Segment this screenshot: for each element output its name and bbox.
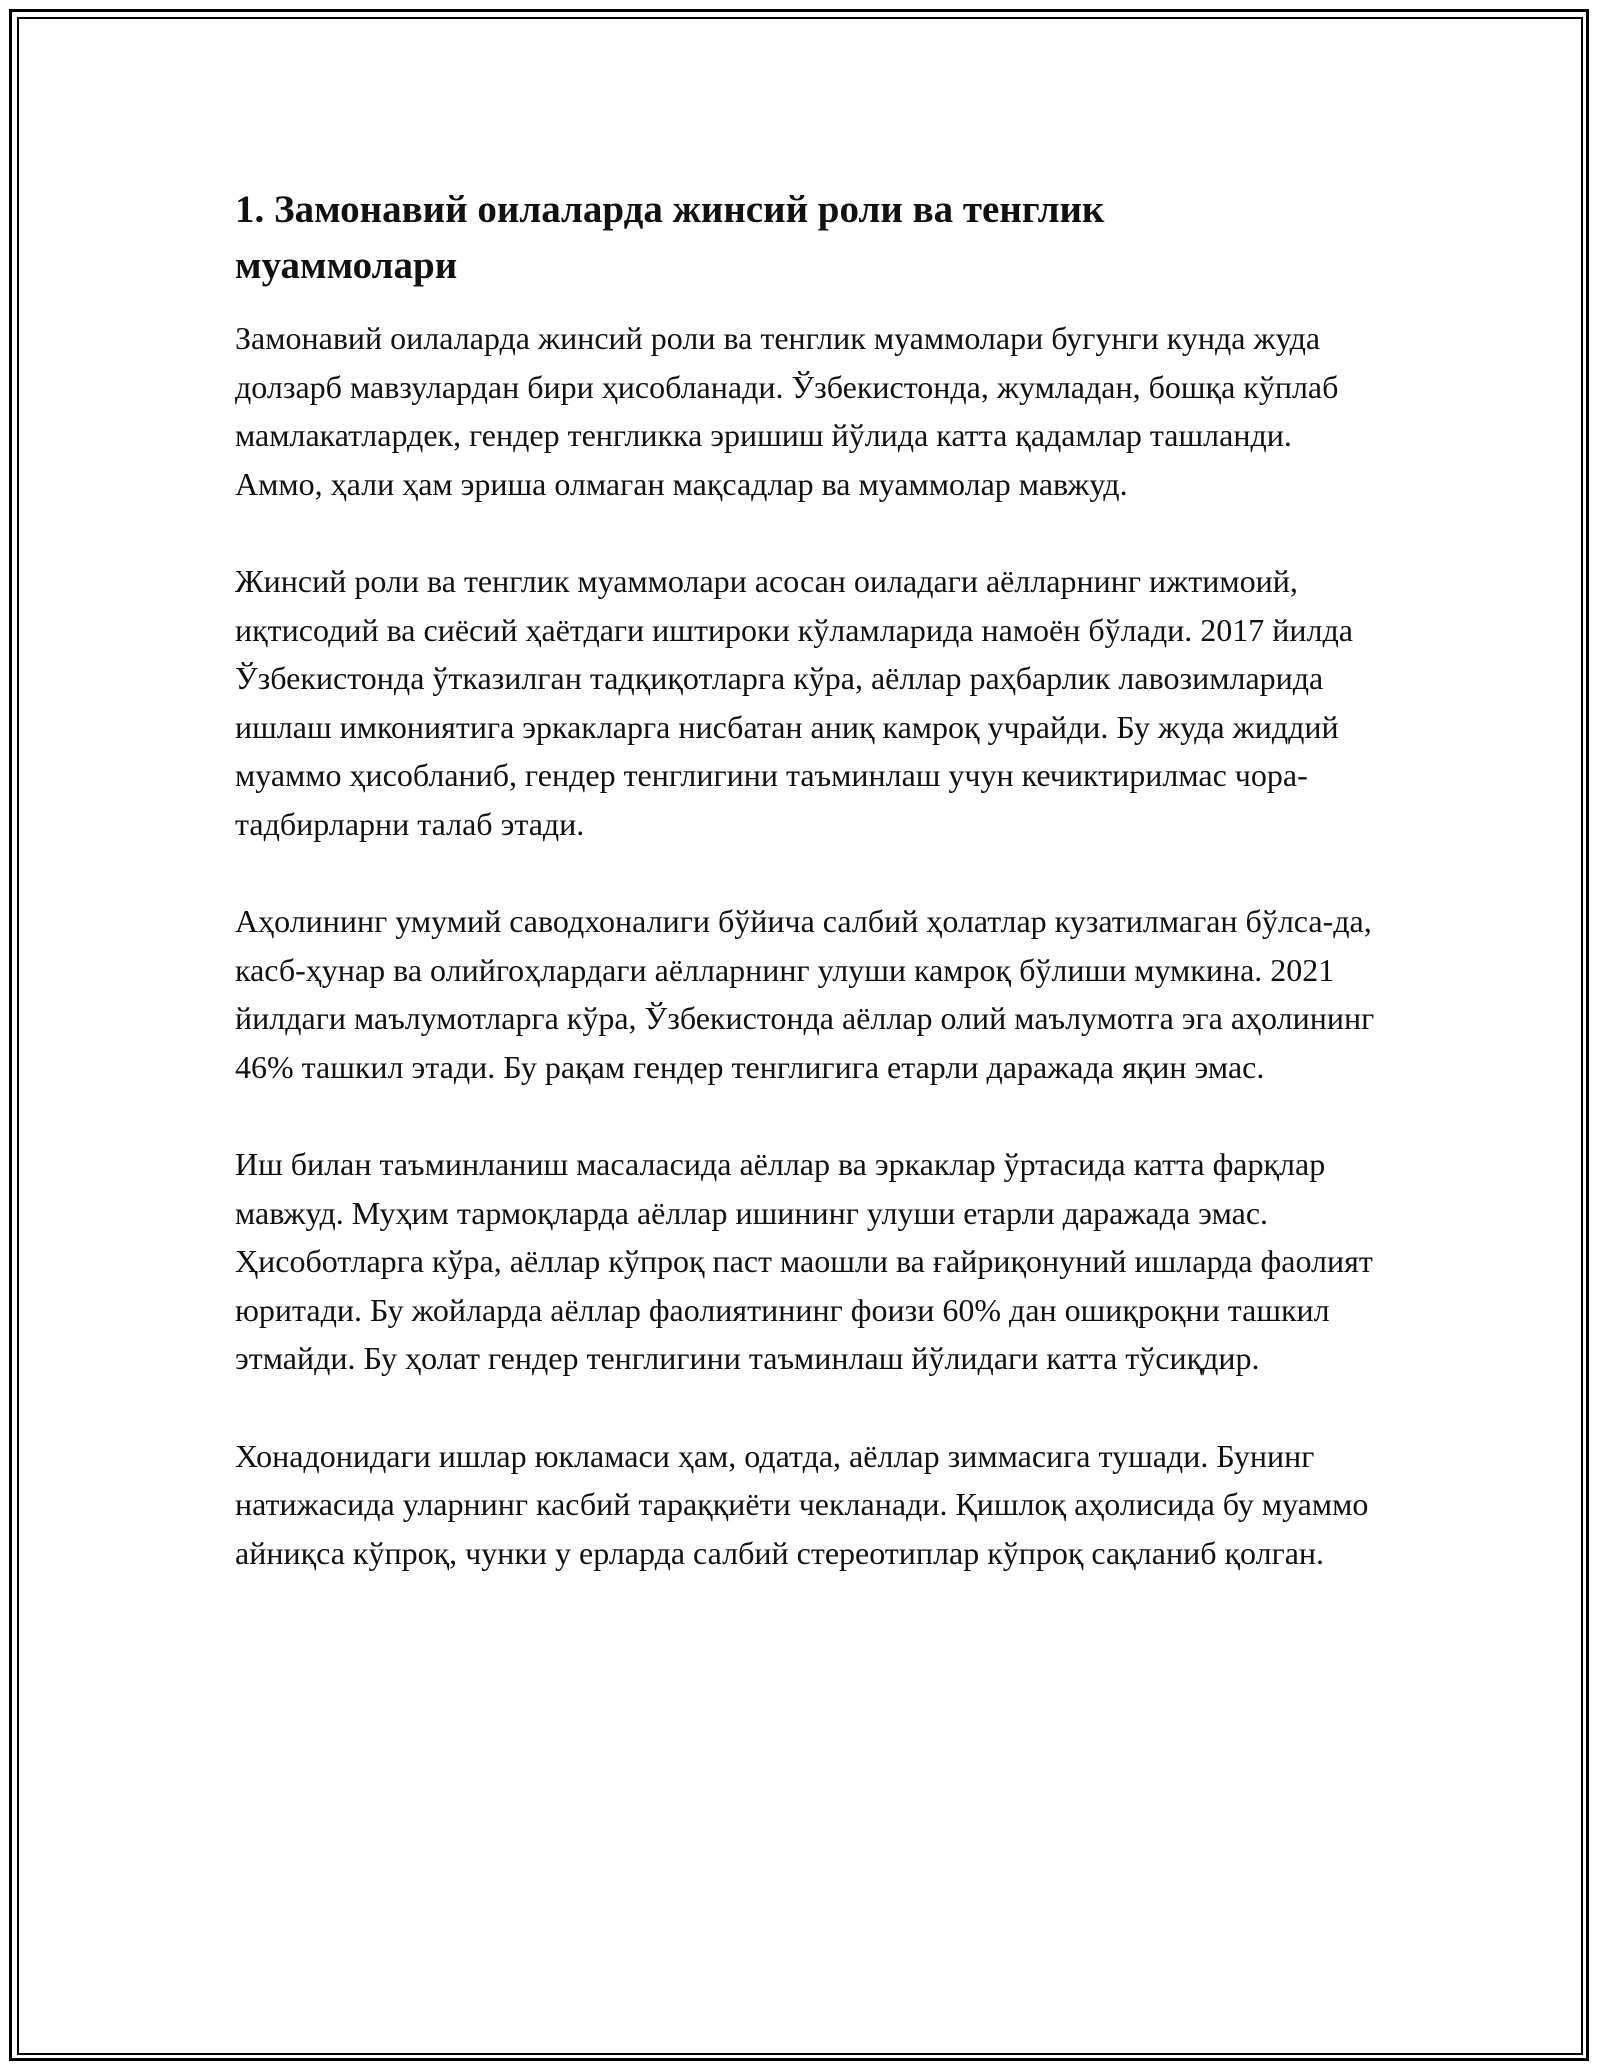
paragraph-4: Иш билан таъминланиш масаласида аёллар ва эркаклар ўртасида катта фарқлар мавжуд. Муҳим тармоқларда аёллар ишининг улуши етарли даражада эмас. Ҳисоботларга кўра, аёллар кўпроқ паст маошли ва ғайриқонуний ишларда фаолият юритади. Бу жойларда аёллар фаолиятининг фоизи 60% дан ошиқроқни ташкил этмайди. Бу ҳолат гендер тенглигини таъминлаш йўлидаги катта тўсиқдир. — [235, 1146, 1373, 1376]
paragraph-5: Хонадонидаги ишлар юкламаси ҳам, одатда, аёллар зиммасига тушади. Бунинг натижасида уларнинг касбий тараққиёти чекланади. Қишлоқ аҳолисида бу муаммо айниқса кўпроқ, чунки у ерларда салбий стереотиплар кўпроқ сақланиб қолган. — [235, 1437, 1369, 1571]
document-body — [235, 182, 1385, 1577]
section-heading: 1. Замонавий оилаларда жинсий роли ва тенглик муаммолари — [235, 188, 1105, 287]
paragraph-2: Жинсий роли ва тенглик муаммолари асосан оиладаги аёлларнинг ижтимоий, иқтисодий ва сиёсий ҳаётдаги иштироки кўламларида намоён бўлади. 2017 йилда Ўзбекистонда ўтказилган тадқиқотларга кўра, аёллар раҳбарлик лавозимларида ишлаш имкониятига эркакларга нисбатан аниқ камроқ учрайди. Бу жуда жиддий муаммо ҳисобланиб, гендер тенглигини таъминлаш учун кечиктирилмас чора-тадбирларни талаб этади. — [235, 563, 1353, 842]
paragraph-3: Аҳолининг умумий саводхоналиги бўйича салбий ҳолатлар кузатилмаган бўлса-да, касб-ҳунар ва олийгоҳлардаги аёлларнинг улуши камроқ бўлиши мумкина. 2021 йилдаги маълумотларга кўра, Ўзбекистонда аёллар олий маълумотга эга аҳолининг 46% ташкил этади. Бу рақам гендер тенглигига етарли даражада яқин эмас. — [235, 903, 1375, 1085]
paragraph-1: Замонавий оилаларда жинсий роли ва тенглик муаммолари бугунги кунда жуда долзарб мавзулардан бири ҳисобланади. Ўзбекистонда, жумладан, бошқа кўплаб мамлакатлардек, гендер тенгликка эришиш йўлида катта қадамлар ташланди. Аммо, ҳали ҳам эриша олмаган мақсадлар ва муаммолар мавжуд. — [235, 320, 1339, 502]
